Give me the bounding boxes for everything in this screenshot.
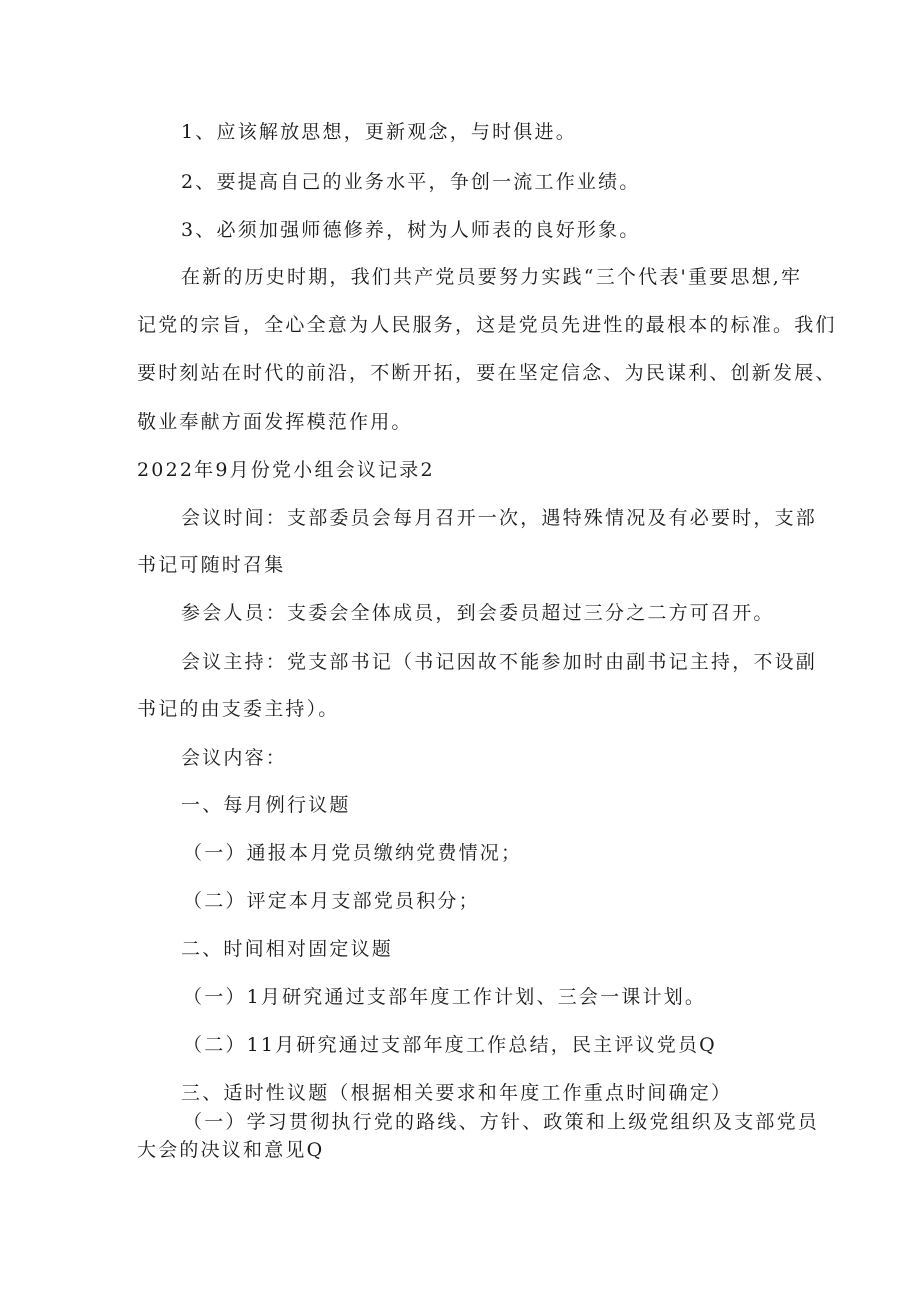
list-item: （一）学习贯彻执行党的路线、方针、政策和上级党组织及支部党员	[183, 1111, 820, 1133]
list-item: 3、必须加强师德修养，树为人师表的良好形象。	[181, 219, 641, 241]
list-item: （二）评定本月支部党员积分；	[183, 890, 480, 912]
paragraph-line: 参会人员：支委会全体成员，到会委员超过三分之二方可召开。	[181, 602, 775, 624]
paragraph-line: 会议内容：	[181, 747, 288, 769]
heading-item: 三、适时性议题（根据相关要求和年度工作重点时间确定）	[181, 1082, 733, 1104]
paragraph-line: 大会的决议和意见Q	[137, 1139, 325, 1161]
paragraph-line: 要时刻站在时代的前沿，不断开拓，要在坚定信念、为民谋利、创新发展、	[137, 362, 837, 384]
heading-item: 二、时间相对固定议题	[181, 938, 394, 960]
paragraph-line: 敬业奉献方面发挥模范作用。	[137, 411, 413, 433]
list-item: （一）通报本月党员缴纳党费情况；	[183, 842, 523, 864]
paragraph-line: 会议时间：支部委员会每月召开一次，遇特殊情况及有必要时，支部	[181, 507, 818, 529]
paragraph-line: 书记的由支委主持）。	[137, 698, 340, 720]
list-item: 2、要提高自己的业务水平，争创一流工作业绩。	[181, 171, 641, 193]
paragraph-line: 记党的宗旨，全心全意为人民服务，这是党员先进性的最根本的标准。我们	[137, 314, 837, 336]
list-item: 1、应该解放思想，更新观念，与时俱进。	[181, 121, 577, 143]
list-item: （二）11月研究通过支部年度工作总结，民主评议党员Q	[183, 1034, 717, 1056]
list-item: （一）1月研究通过支部年度工作计划、三会一课计划。	[183, 986, 707, 1008]
paragraph-line: 在新的历史时期，我们共产党员要努力实践“三个代表'重要思想,牢	[181, 266, 803, 288]
section-title: 2022年9月份党小组会议记录2	[137, 459, 435, 481]
paragraph-line: 书记可随时召集	[137, 554, 286, 576]
paragraph-line: 会议主持：党支部书记（书记因故不能参加时由副书记主持，不设副	[181, 651, 818, 673]
heading-item: 一、每月例行议题	[181, 794, 351, 816]
